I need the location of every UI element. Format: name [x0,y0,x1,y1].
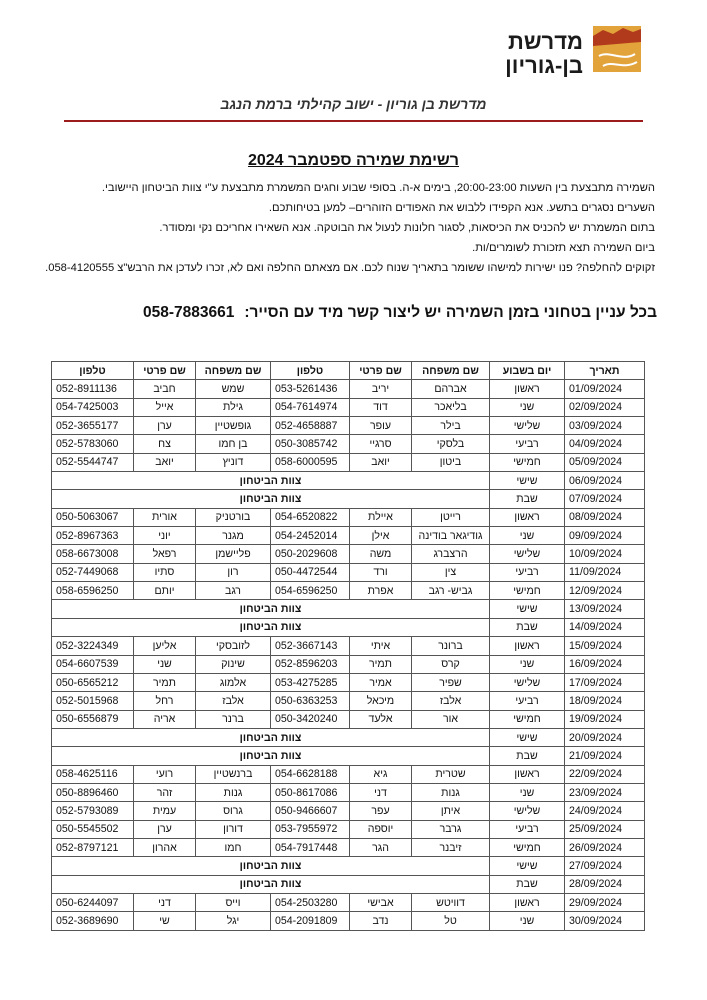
first-name-cell: אהרון [134,838,196,856]
last-name-cell: חמו [196,838,271,856]
phone-cell: 058-4625116 [52,765,134,783]
date-cell: 15/09/2024 [565,637,645,655]
phone-cell: 050-6565212 [52,673,134,691]
date-cell: 10/09/2024 [565,545,645,563]
last-name-cell: ברנר [196,710,271,728]
phone-cell: 050-8896460 [52,783,134,801]
table-row [52,380,645,398]
last-name-cell: גילת [196,398,271,416]
last-name-cell: קרס [412,655,490,673]
weekday-cell: שלישי [490,673,565,691]
emergency-contact [50,304,657,322]
school-logo-text [505,30,583,78]
last-name-cell: שינוק [196,655,271,673]
instruction-line: השמירה מתבצעת בין השעות 20:00-23:00, בימים א-ה. בסופי שבוע וחגים המשמרת מתבצעת ע"י צוות הביטחון היישובי. [101,182,655,194]
date-cell: 25/09/2024 [565,820,645,838]
last-name-cell: הרצברג [412,545,490,563]
date-cell: 09/09/2024 [565,527,645,545]
instructions [45,178,655,278]
last-name-cell: אלבז [412,692,490,710]
last-name-cell: טל [412,912,490,930]
phone-cell: 054-7425003 [52,398,134,416]
weekday-cell: שני [490,655,565,673]
first-name-cell: איילת [350,508,412,526]
column-header: שם משפחה [412,362,490,380]
date-cell: 22/09/2024 [565,765,645,783]
weekday-cell: שני [490,527,565,545]
weekday-cell: ראשון [490,508,565,526]
first-name-cell: יותם [134,582,196,600]
first-name-cell: עמית [134,802,196,820]
table-row [52,673,645,691]
date-cell: 28/09/2024 [565,875,645,893]
last-name-cell: גרבר [412,820,490,838]
table-row [52,857,645,875]
date-cell: 23/09/2024 [565,783,645,801]
phone-cell: 054-7614974 [271,398,350,416]
first-name-cell: אלעד [350,710,412,728]
phone-cell: 054-2503280 [271,893,350,911]
phone-cell: 054-2452014 [271,527,350,545]
phone-cell: 050-6556879 [52,710,134,728]
date-cell: 14/09/2024 [565,618,645,636]
column-header: שם פרטי [134,362,196,380]
first-name-cell: אליען [134,637,196,655]
phone-cell: 050-3085742 [271,435,350,453]
weekday-cell: רביעי [490,563,565,581]
last-name-cell: ברנשטיין [196,765,271,783]
table-row [52,545,645,563]
first-name-cell: ערן [134,417,196,435]
phone-cell: 054-6607539 [52,655,134,673]
table-row [52,802,645,820]
weekday-cell: חמישי [490,453,565,471]
security-team-cell: צוות הביטחון [52,747,490,765]
first-name-cell: עופר [350,417,412,435]
last-name-cell: בלסקי [412,435,490,453]
first-name-cell: רחל [134,692,196,710]
last-name-cell: גנות [196,783,271,801]
weekday-cell: חמישי [490,838,565,856]
phone-cell: 050-4472544 [271,563,350,581]
first-name-cell: אמיר [350,673,412,691]
weekday-cell: שישי [490,472,565,490]
last-name-cell: שפיר [412,673,490,691]
first-name-cell: תמיר [350,655,412,673]
first-name-cell: אריה [134,710,196,728]
first-name-cell: יוספה [350,820,412,838]
table-row [52,728,645,746]
weekday-cell: שישי [490,600,565,618]
page-subtitle: מדרשת בן גוריון - ישוב קהילתי ברמת הנגב [220,96,487,112]
last-name-cell: יגל [196,912,271,930]
table-row [52,655,645,673]
table-row [52,893,645,911]
last-name-cell: וייס [196,893,271,911]
first-name-cell: סרגיי [350,435,412,453]
table-row [52,692,645,710]
last-name-cell: גרוס [196,802,271,820]
phone-cell: 052-8797121 [52,838,134,856]
table-row [52,875,645,893]
weekday-cell: שלישי [490,417,565,435]
date-cell: 17/09/2024 [565,673,645,691]
table-row [52,453,645,471]
date-cell: 03/09/2024 [565,417,645,435]
last-name-cell: דוויטש [412,893,490,911]
first-name-cell: תמיר [134,673,196,691]
column-header: שם משפחה [196,362,271,380]
table-row [52,490,645,508]
phone-cell: 054-7917448 [271,838,350,856]
date-cell: 29/09/2024 [565,893,645,911]
phone-cell: 052-3689690 [52,912,134,930]
emergency-text: בכל עניין בטחוני בזמן השמירה יש ליצור קשר מיד עם הסייר: [244,304,657,321]
column-header: יום בשבוע [490,362,565,380]
weekday-cell: ראשון [490,765,565,783]
phone-cell: 054-2091809 [271,912,350,930]
date-cell: 21/09/2024 [565,747,645,765]
date-cell: 04/09/2024 [565,435,645,453]
phone-cell: 054-6520822 [271,508,350,526]
weekday-cell: רביעי [490,692,565,710]
security-team-cell: צוות הביטחון [52,490,490,508]
phone-cell: 052-5783060 [52,435,134,453]
weekday-cell: חמישי [490,582,565,600]
table-row [52,747,645,765]
table-row [52,563,645,581]
last-name-cell: שמש [196,380,271,398]
last-name-cell: אלמוג [196,673,271,691]
first-name-cell: אייל [134,398,196,416]
phone-cell: 054-6596250 [271,582,350,600]
last-name-cell: צין [412,563,490,581]
phone-cell: 053-7955972 [271,820,350,838]
instruction-line: זקוקים להחלפה? פנו ישירות למישהו ששומר בתאריך שנוח לכם. אם מצאתם החלפה ואם לא, זכרו לעדכן את הרבש"צ 058-4120555. [45,262,655,274]
security-team-cell: צוות הביטחון [52,600,490,618]
last-name-cell: ברונר [412,637,490,655]
phone-cell: 050-6363253 [271,692,350,710]
date-cell: 19/09/2024 [565,710,645,728]
first-name-cell: צח [134,435,196,453]
guard-schedule-table [51,361,645,931]
date-cell: 08/09/2024 [565,508,645,526]
table-row [52,508,645,526]
logo-line-2: בן-גוריון [505,53,583,78]
last-name-cell: דוניץ [196,453,271,471]
phone-cell: 050-5545502 [52,820,134,838]
first-name-cell: דוד [350,398,412,416]
last-name-cell: בילר [412,417,490,435]
first-name-cell: ורד [350,563,412,581]
table-row [52,618,645,636]
last-name-cell: אברהם [412,380,490,398]
first-name-cell: גיא [350,765,412,783]
weekday-cell: ראשון [490,380,565,398]
phone-cell: 058-6000595 [271,453,350,471]
phone-cell: 052-3224349 [52,637,134,655]
phone-cell: 050-5063067 [52,508,134,526]
date-cell: 11/09/2024 [565,563,645,581]
first-name-cell: אילן [350,527,412,545]
weekday-cell: שבת [490,875,565,893]
phone-cell: 054-6628188 [271,765,350,783]
security-team-cell: צוות הביטחון [52,472,490,490]
last-name-cell: גנות [412,783,490,801]
weekday-cell: ראשון [490,637,565,655]
last-name-cell: רגב [196,582,271,600]
table-row [52,435,645,453]
date-cell: 26/09/2024 [565,838,645,856]
table-row [52,637,645,655]
first-name-cell: הגר [350,838,412,856]
weekday-cell: שבת [490,490,565,508]
last-name-cell: ביטון [412,453,490,471]
column-header: שם פרטי [350,362,412,380]
date-cell: 02/09/2024 [565,398,645,416]
first-name-cell: איתי [350,637,412,655]
weekday-cell: שלישי [490,802,565,820]
phone-cell: 052-8911136 [52,380,134,398]
table-row [52,582,645,600]
header-divider [64,120,643,122]
first-name-cell: יואב [350,453,412,471]
table-row [52,820,645,838]
last-name-cell: לזובסקי [196,637,271,655]
weekday-cell: שלישי [490,545,565,563]
weekday-cell: שישי [490,728,565,746]
table-row [52,912,645,930]
last-name-cell: בליאכר [412,398,490,416]
first-name-cell: רפאל [134,545,196,563]
first-name-cell: שי [134,912,196,930]
table-row [52,472,645,490]
first-name-cell: דני [350,783,412,801]
last-name-cell: גופשטיין [196,417,271,435]
last-name-cell: אלבז [196,692,271,710]
phone-cell: 052-7449068 [52,563,134,581]
phone-cell: 058-6596250 [52,582,134,600]
first-name-cell: נדב [350,912,412,930]
first-name-cell: אבישי [350,893,412,911]
date-cell: 27/09/2024 [565,857,645,875]
security-team-cell: צוות הביטחון [52,728,490,746]
emergency-phone: 058-7883661 [142,304,235,321]
instruction-line: ביום השמירה תצא תזכורת לשומרים/ות. [472,242,655,254]
first-name-cell: סתיו [134,563,196,581]
phone-cell: 058-6673008 [52,545,134,563]
weekday-cell: ראשון [490,893,565,911]
logo-line-1: מדרשת [508,29,583,54]
first-name-cell: משה [350,545,412,563]
last-name-cell: מגנר [196,527,271,545]
security-team-cell: צוות הביטחון [52,875,490,893]
last-name-cell: רון [196,563,271,581]
date-cell: 20/09/2024 [565,728,645,746]
date-cell: 18/09/2024 [565,692,645,710]
column-header: תאריך [565,362,645,380]
date-cell: 06/09/2024 [565,472,645,490]
weekday-cell: שבת [490,747,565,765]
date-cell: 30/09/2024 [565,912,645,930]
first-name-cell: אורית [134,508,196,526]
weekday-cell: שני [490,783,565,801]
first-name-cell: זהר [134,783,196,801]
column-header: טלפון [52,362,134,380]
phone-cell: 050-6244097 [52,893,134,911]
security-team-cell: צוות הביטחון [52,618,490,636]
first-name-cell: עפר [350,802,412,820]
first-name-cell: יואב [134,453,196,471]
last-name-cell: בורטניק [196,508,271,526]
instruction-line: השערים נסגרים בתשע. אנא הקפידו ללבוש את האפודים הזוהרים– למען בטיחותכם. [268,202,655,214]
weekday-cell: שני [490,398,565,416]
first-name-cell: רועי [134,765,196,783]
last-name-cell: גביש- רגב [412,582,490,600]
last-name-cell: רייטן [412,508,490,526]
date-cell: 12/09/2024 [565,582,645,600]
date-cell: 07/09/2024 [565,490,645,508]
weekday-cell: רביעי [490,435,565,453]
school-logo-icon [593,26,641,72]
table-row [52,783,645,801]
phone-cell: 052-5015968 [52,692,134,710]
instruction-line: בתום המשמרת יש להכניס את הכיסאות, לסגור חלונות לנעול את הבוטקה. אנא השאירו אחריכם נקי ומסודר. [159,222,655,234]
phone-cell: 052-8596203 [271,655,350,673]
table-header-row [52,362,645,380]
first-name-cell: שני [134,655,196,673]
phone-cell: 050-9466607 [271,802,350,820]
date-cell: 05/09/2024 [565,453,645,471]
table-row [52,527,645,545]
weekday-cell: שישי [490,857,565,875]
table-row [52,710,645,728]
table-row [52,398,645,416]
weekday-cell: חמישי [490,710,565,728]
table-row [52,765,645,783]
table-row [52,600,645,618]
phone-cell: 052-5793089 [52,802,134,820]
weekday-cell: רביעי [490,820,565,838]
first-name-cell: דני [134,893,196,911]
phone-cell: 050-3420240 [271,710,350,728]
phone-cell: 050-8617086 [271,783,350,801]
first-name-cell: יוני [134,527,196,545]
last-name-cell: אור [412,710,490,728]
phone-cell: 052-5544747 [52,453,134,471]
phone-cell: 052-8967363 [52,527,134,545]
column-header: טלפון [271,362,350,380]
table-row [52,838,645,856]
last-name-cell: איתן [412,802,490,820]
last-name-cell: דורון [196,820,271,838]
last-name-cell: שטרית [412,765,490,783]
first-name-cell: מיכאל [350,692,412,710]
phone-cell: 052-3667143 [271,637,350,655]
last-name-cell: זיבנר [412,838,490,856]
date-cell: 24/09/2024 [565,802,645,820]
first-name-cell: ערן [134,820,196,838]
date-cell: 16/09/2024 [565,655,645,673]
date-cell: 01/09/2024 [565,380,645,398]
first-name-cell: אפרת [350,582,412,600]
security-team-cell: צוות הביטחון [52,857,490,875]
first-name-cell: חביב [134,380,196,398]
last-name-cell: בן חמו [196,435,271,453]
phone-cell: 053-4275285 [271,673,350,691]
first-name-cell: יריב [350,380,412,398]
date-cell: 13/09/2024 [565,600,645,618]
weekday-cell: שני [490,912,565,930]
phone-cell: 052-3655177 [52,417,134,435]
last-name-cell: גודיגאר בודינה [412,527,490,545]
phone-cell: 052-4658887 [271,417,350,435]
table-body [52,380,645,930]
phone-cell: 053-5261436 [271,380,350,398]
page-title: רשימת שמירה ספטמבר 2024 [247,152,460,169]
table-row [52,417,645,435]
weekday-cell: שבת [490,618,565,636]
phone-cell: 050-2029608 [271,545,350,563]
last-name-cell: פליישמן [196,545,271,563]
